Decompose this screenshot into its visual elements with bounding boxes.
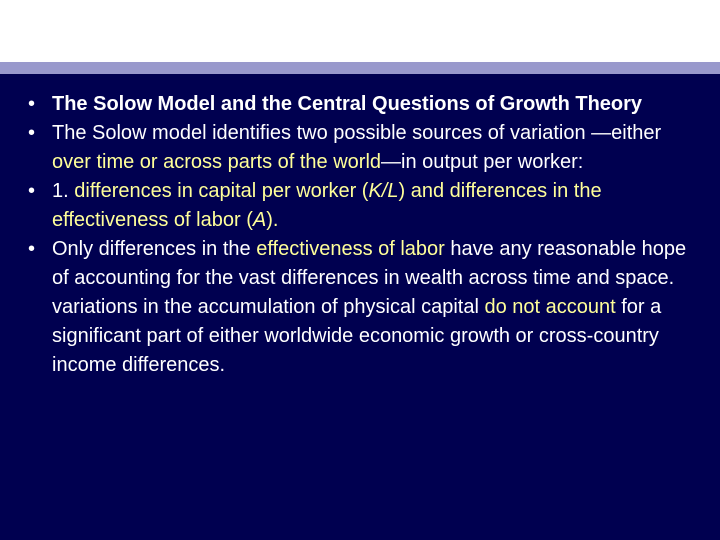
bullet-item-labor — [28, 235, 702, 380]
highlight-text: differences in capital per worker ( — [74, 180, 369, 202]
highlight-text: do not account — [484, 296, 616, 318]
bullet-dot-icon: • — [28, 93, 36, 115]
bullet-item-differences — [28, 177, 702, 235]
bullet-text: Only differences in the — [52, 238, 257, 260]
bullet-dot-icon: • — [28, 180, 36, 202]
highlight-text: ). — [266, 209, 279, 231]
bullet-text: —in output per worker: — [381, 151, 584, 173]
highlight-italic-text: A — [252, 209, 267, 231]
bullet-item-sources — [28, 119, 702, 177]
accent-bar — [0, 62, 720, 74]
highlight-text: ) and differences in the effectiveness of labor ( — [52, 180, 602, 231]
highlight-italic-text: K/L — [368, 180, 399, 202]
bullet-list — [28, 90, 702, 380]
bullet-text: 1. — [52, 180, 75, 202]
header-band — [0, 0, 720, 62]
bullet-item-title — [28, 90, 702, 119]
bullet-dot-icon: • — [28, 122, 36, 144]
slide-content — [0, 76, 720, 540]
bullet-text: The Solow model identifies two possible sources of variation —either — [52, 122, 662, 144]
bullet-dot-icon: • — [28, 238, 36, 260]
bullet-text: for a significant part of either worldwide economic growth or cross-country income differences. — [52, 296, 662, 376]
highlight-text: effectiveness of labor — [256, 238, 445, 260]
bullet-text: The Solow Model and the Central Questions of Growth Theory — [52, 93, 643, 115]
bullet-text: have any reasonable hope of accounting for the vast differences in wealth across time and space. variations in the accumulation of physical capital — [52, 238, 687, 318]
highlight-text: over time or across parts of the world — [52, 151, 382, 173]
